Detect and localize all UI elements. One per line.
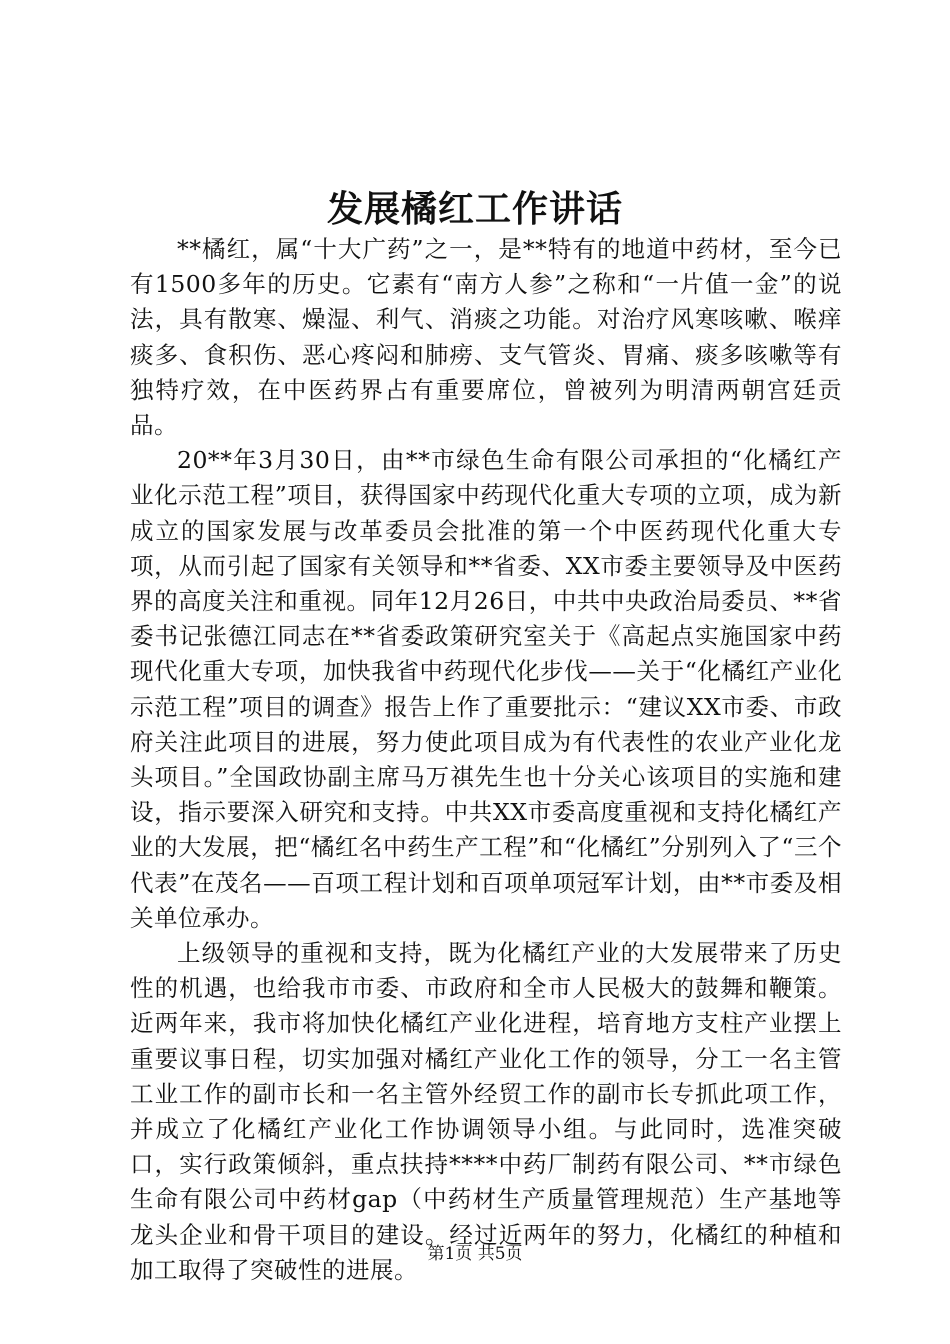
page-number-footer: 第1页 共5页 — [427, 1244, 523, 1264]
paragraph-1: **橘红，属“十大广药”之一，是**特有的地道中药材，至今已有1500多年的历史。它素有“南方人参”之称和“一片值一金”的说法，具有散寒、燥湿、利气、消痰之功能。对治疗风寒咳嗽、喉痒痰多、食积伤、恶心疼闷和肺痨、支气管炎、胃痛、痰多咳嗽等有独特疗效，在中医药界占有重要席位，曾被列为明清两朝宫廷贡品。 — [130, 235, 842, 440]
paragraph-3: 上级领导的重视和支持，既为化橘红产业的大发展带来了历史性的机遇，也给我市市委、市政府和全市人民极大的鼓舞和鞭策。近两年来，我市将加快化橘红产业化进程，培育地方支柱产业摆上重要议事日程，切实加强对橘红产业化工作的领导，分工一名主管工业工作的副市长和一名主管外经贸工作的副市长专抓此项工作，并成立了化橘红产业化工作协调领导小组。与此同时，选准突破口，实行政策倾斜，重点扶持****中药厂制药有限公司、**市绿色生命有限公司中药材gap（中药材生产质量管理规范）生产基地等龙头企业和骨干项目的建设。经过近两年的努力，化橘红的种植和加工取得了突破性的进展。 — [130, 939, 842, 1284]
document-title: 发展橘红工作讲话 — [326, 188, 623, 230]
paragraph-2: 20**年3月30日，由**市绿色生命有限公司承担的“化橘红产业化示范工程”项目，获得国家中药现代化重大专项的立项，成为新成立的国家发展与改革委员会批准的第一个中医药现代化重大专项，从而引起了国家有关领导和**省委、XX市委主要领导及中医药界的高度关注和重视。同年12月26日，中共中央政治局委员、**省委书记张德江同志在**省委政策研究室关于《高起点实施国家中药现代化重大专项，加快我省中药现代化步伐——关于“化橘红产业化示范工程”项目的调查》报告上作了重要批示：“建议XX市委、市政府关注此项目的进展，努力使此项目成为有代表性的农业产业化龙头项目。”全国政协副主席马万祺先生也十分关心该项目的实施和建设，指示要深入研究和支持。中共XX市委高度重视和支持化橘红产业的大发展，把“橘红名中药生产工程”和“化橘红”分别列入了“三个代表”在茂名——百项工程计划和百项单项冠军计划，由**市委及相关单位承办。 — [130, 446, 842, 932]
document-body — [130, 232, 842, 1288]
